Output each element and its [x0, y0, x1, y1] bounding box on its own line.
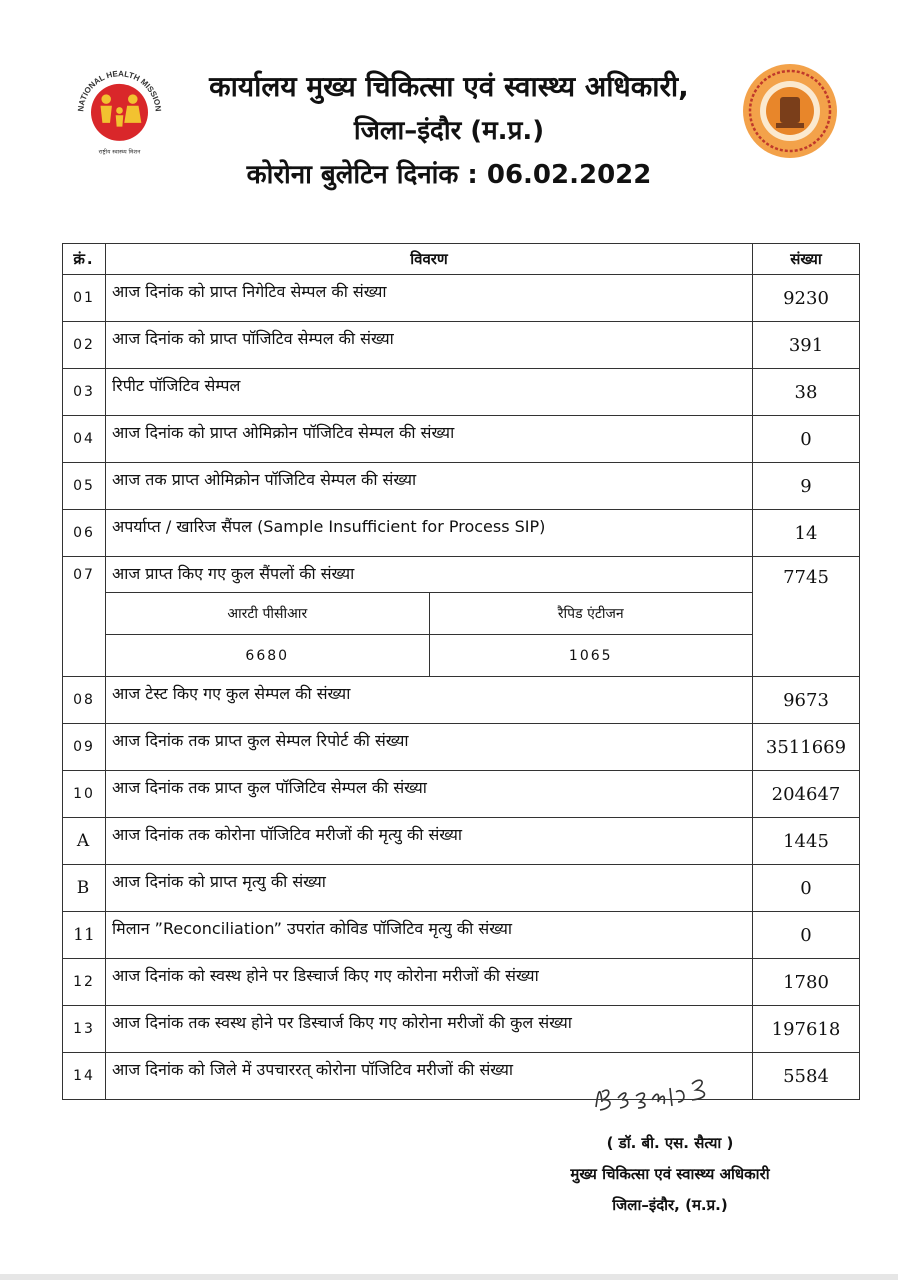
row-description: आज दिनांक को प्राप्त निगेटिव सेम्पल की संख्या	[106, 275, 753, 322]
row-count: 197618	[753, 1006, 860, 1053]
table-row	[63, 322, 860, 369]
row-description: आज दिनांक को प्राप्त ओमिक्रोन पॉजिटिव सेम्पल की संख्या	[106, 416, 753, 463]
table-row	[63, 275, 860, 322]
row-serial: 10	[63, 771, 106, 818]
row-count: 38	[753, 369, 860, 416]
table-row	[63, 416, 860, 463]
header-description: विवरण	[106, 244, 753, 275]
table-row	[63, 818, 860, 865]
row-description: आज तक प्राप्त ओमिक्रोन पॉजिटिव सेम्पल की संख्या	[106, 463, 753, 510]
rapid-antigen-label: रैपिड एंटीजन	[429, 593, 752, 635]
row-serial: 12	[63, 959, 106, 1006]
row-serial: 07	[63, 557, 106, 677]
row-description-text: आज प्राप्त किए गए कुल सैंपलों की संख्या	[112, 564, 355, 583]
table-row	[63, 771, 860, 818]
office-title: कार्यालय मुख्य चिकित्सा एवं स्वास्थ्य अधिकारी,	[209, 70, 689, 103]
row-description: अपर्याप्त / खारिज सैंपल (Sample Insufficient for Process SIP)	[106, 510, 753, 557]
row-serial: 14	[63, 1053, 106, 1100]
handwritten-signature	[588, 1062, 738, 1122]
row-count: 14	[753, 510, 860, 557]
row-count: 9	[753, 463, 860, 510]
row-description: आज दिनांक तक प्राप्त कुल सेम्पल रिपोर्ट की संख्या	[106, 724, 753, 771]
row-description: आज दिनांक को प्राप्त पॉजिटिव सेम्पल की संख्या	[106, 322, 753, 369]
row-count: 0	[753, 912, 860, 959]
table-row	[63, 959, 860, 1006]
header-count: संख्या	[753, 244, 860, 275]
svg-text:राष्ट्रीय स्वास्थ्य मिशन: राष्ट्रीय स्वास्थ्य मिशन	[98, 149, 141, 156]
row-serial: 05	[63, 463, 106, 510]
row-serial: 06	[63, 510, 106, 557]
table-row	[63, 369, 860, 416]
row-count: 5584	[753, 1053, 860, 1100]
row-serial: 11	[63, 912, 106, 959]
row-count: 391	[753, 322, 860, 369]
table-row	[63, 1006, 860, 1053]
row-serial: A	[63, 818, 106, 865]
signatory-location: जिला–इंदौर, (म.प्र.)	[612, 1196, 728, 1214]
row-serial: 08	[63, 677, 106, 724]
row-description: आज दिनांक तक कोरोना पॉजिटिव मरीजों की मृत्यु की संख्या	[106, 818, 753, 865]
row-serial: 02	[63, 322, 106, 369]
row-serial: B	[63, 865, 106, 912]
row-serial: 04	[63, 416, 106, 463]
row-description: आज दिनांक को प्राप्त मृत्यु की संख्या	[106, 865, 753, 912]
row-description: आज दिनांक को स्वस्थ होने पर डिस्चार्ज किए गए कोरोना मरीजों की संख्या	[106, 959, 753, 1006]
district-title: जिला–इंदौर (म.प्र.)	[353, 116, 545, 146]
row-count: 3511669	[753, 724, 860, 771]
sample-type-breakdown	[106, 592, 752, 676]
row-description: आज दिनांक तक स्वस्थ होने पर डिस्चार्ज किए गए कोरोना मरीजों की कुल संख्या	[106, 1006, 753, 1053]
row-count: 0	[753, 865, 860, 912]
table-header-row	[63, 244, 860, 275]
table-row	[63, 1053, 860, 1100]
row-count: 0	[753, 416, 860, 463]
row-serial: 09	[63, 724, 106, 771]
madhya-pradesh-seal-logo	[740, 61, 840, 161]
row-count: 204647	[753, 771, 860, 818]
table-row	[63, 510, 860, 557]
svg-text:NATIONAL HEALTH MISSION: NATIONAL HEALTH MISSION	[76, 69, 163, 112]
row-count: 1445	[753, 818, 860, 865]
signature-block	[520, 1128, 820, 1221]
row-description: आज दिनांक को जिले में उपचाररत् कोरोना पॉजिटिव मरीजों की संख्या	[106, 1053, 753, 1100]
row-count: 1780	[753, 959, 860, 1006]
row-serial: 03	[63, 369, 106, 416]
rtpcr-count: 6680	[106, 635, 429, 677]
table-row	[63, 912, 860, 959]
signatory-name: ( डॉ. बी. एस. सैत्या )	[606, 1134, 734, 1152]
row-description: मिलान ”Reconciliation” उपरांत कोविड पॉजिटिव मृत्यु की संख्या	[106, 912, 753, 959]
signatory-designation: मुख्य चिकित्सा एवं स्वास्थ्य अधिकारी	[570, 1165, 770, 1183]
row-description: रिपीट पॉजिटिव सेम्पल	[106, 369, 753, 416]
table-row	[63, 865, 860, 912]
bulletin-title: कोरोना बुलेटिन दिनांक : 06.02.2022	[246, 160, 652, 190]
corona-bulletin-table	[62, 243, 860, 1100]
header-serial-number: क्रं.	[63, 244, 106, 275]
rapid-antigen-count: 1065	[429, 635, 752, 677]
page-edge	[0, 1274, 898, 1280]
table-row	[63, 677, 860, 724]
row-serial: 01	[63, 275, 106, 322]
rtpcr-label: आरटी पीसीआर	[106, 593, 429, 635]
row-description: आज टेस्ट किए गए कुल सेम्पल की संख्या	[106, 677, 753, 724]
row-count: 9230	[753, 275, 860, 322]
table-row	[63, 463, 860, 510]
document-header	[0, 55, 898, 195]
table-row	[63, 557, 860, 677]
row-count: 7745	[753, 557, 860, 677]
row-description	[106, 557, 753, 677]
row-serial: 13	[63, 1006, 106, 1053]
row-count: 9673	[753, 677, 860, 724]
table-row	[63, 724, 860, 771]
row-description: आज दिनांक तक प्राप्त कुल पॉजिटिव सेम्पल की संख्या	[106, 771, 753, 818]
